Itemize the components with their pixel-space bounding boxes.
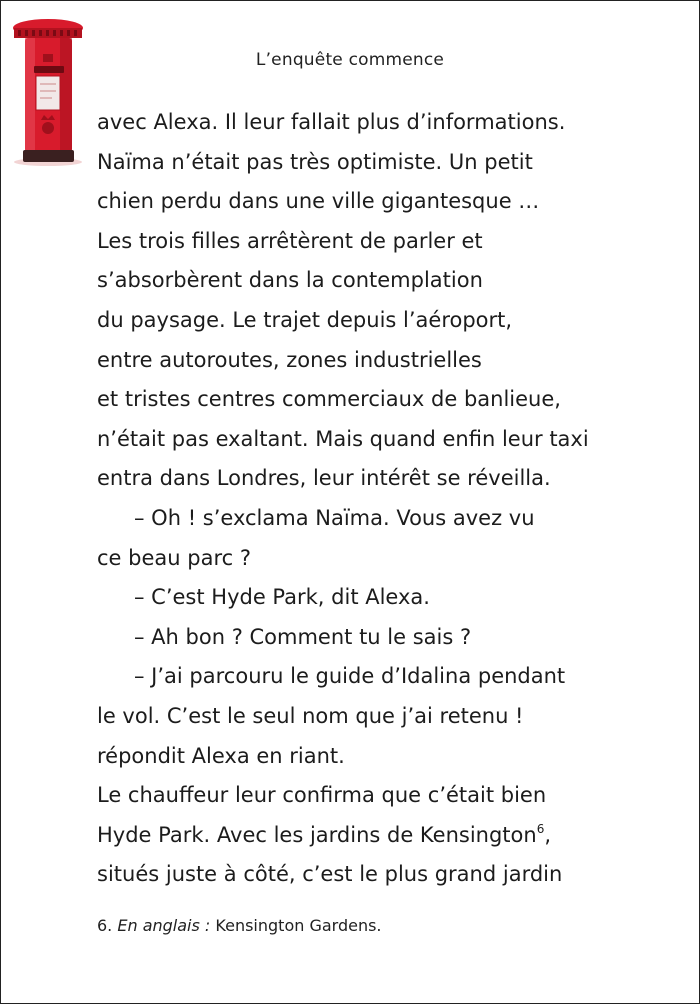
dialogue-line: – Oh ! s’exclama Naïma. Vous avez vu [134, 505, 535, 530]
text-line: chien perdu dans une ville gigantesque … [97, 189, 540, 214]
text-line: et tristes centres commerciaux de banlieue, [97, 387, 561, 412]
text-line: s’absorbèrent dans la contemplation [97, 268, 483, 293]
text-line: ce beau parc ? [97, 545, 251, 570]
running-head: L’enquête commence [255, 50, 445, 70]
line-punctuation: , [544, 822, 552, 847]
text-line: entre autoroutes, zones industrielles [97, 347, 482, 372]
text-line: répondit Alexa en riant. [97, 743, 345, 768]
line-text: Hyde Park. Avec les jardins de Kensington [97, 822, 537, 847]
footnote [97, 916, 382, 935]
dialogue-line: – C’est Hyde Park, dit Alexa. [134, 585, 430, 610]
footnote-reference[interactable]: 6 [536, 821, 545, 836]
text-line: le vol. C’est le seul nom que j’ai retenu ! [97, 703, 524, 728]
body-text [97, 103, 657, 895]
text-line: entra dans Londres, leur intérêt se réveilla. [97, 466, 551, 491]
dialogue-line: – J’ai parcouru le guide d’Idalina pendant [134, 664, 566, 689]
text-line: Le chauffeur leur confirma que c’était bien [97, 783, 547, 808]
text-line: situés juste à côté, c’est le plus grand jardin [97, 862, 563, 887]
footnote-label: En anglais : [117, 916, 211, 935]
text-line: du paysage. Le trajet depuis l’aéroport, [97, 307, 513, 332]
red-postbox-icon [10, 16, 86, 168]
dialogue-line: – Ah bon ? Comment tu le sais ? [134, 624, 472, 649]
text-line: Les trois filles arrêtèrent de parler et [97, 228, 483, 253]
footnote-number: 6. [97, 916, 113, 935]
footnote-text: Kensington Gardens. [215, 916, 382, 935]
text-line-with-footnote [97, 816, 657, 856]
text-line: Naïma n’était pas très optimiste. Un petit [97, 149, 533, 174]
text-line: n’était pas exaltant. Mais quand enfin leur taxi [97, 426, 589, 451]
text-line: avec Alexa. Il leur fallait plus d’informations. [97, 110, 566, 134]
